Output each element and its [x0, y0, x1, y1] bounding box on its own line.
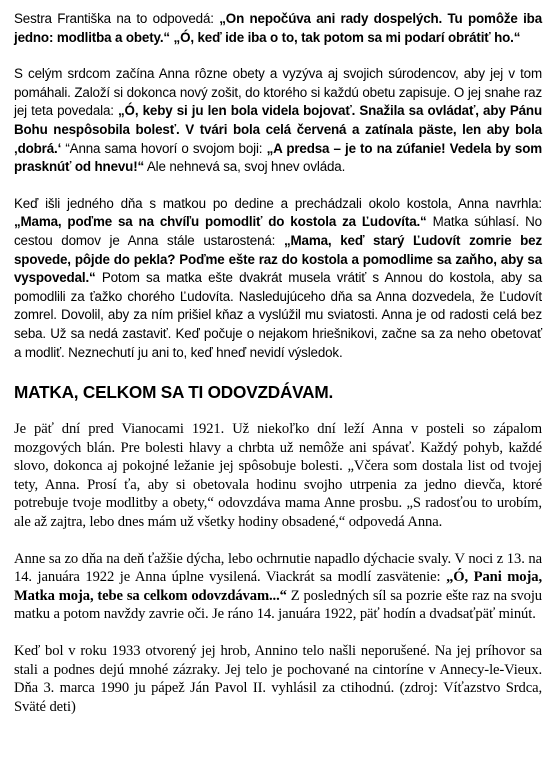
paragraph-christmas-illness: Je päť dní pred Vianocami 1921. Už niekoľko dní leží Anna v posteli so zápalom mozgových blán. Pre bolesti hlavy a chrbta už nemôže ani spávať. Každý pohyb, každé slovo, dokonca aj pokojné ležanie jej spôsobuje bolesti. „Včera som dostala list od tvojej tety, Anna. Prosí ťa, aby si obetovala hodinu svojho utrpenia za jedno dievča, ktoré potrebuje tvoje modlitby a obety,“ odovzdáva mama Anne prosbu. „S radosťou to urobím, ale až zajtra, lebo dnes mám už všetky hodiny obsadené,“ odpovedá Anna.	[14, 421, 542, 531]
paragraph-frantiska-reply	[14, 10, 542, 47]
paragraph-text: Ale nehnevá sa, svoj hnev ovláda.	[144, 159, 346, 175]
section-spacer	[14, 362, 542, 381]
paragraph-text: Anne sa zo dňa na deň ťažšie dýcha, lebo ochrnutie napadlo dýchacie svaly. V noci z 13. na 14. januára 1922 je Anna úplne vysilená. Viackrát sa modlí zasvätenie:	[14, 550, 542, 586]
paragraph-text: Matka súhlasí. No cestou domov je Anna stále ustarostená:	[14, 214, 542, 248]
paragraph-church-visit	[14, 195, 542, 362]
paragraph-text: S celým srdcom začína Anna rôzne obety a vyzýva aj svojich súrodencov, aby jej v tom pomáhali. Založí si dokonca nový zošit, do ktorého si každú obetu zapisuje. O jej snahe raz jej teta povedala:	[14, 66, 542, 119]
quote-bold: „Ó, Pani moja, Matka moja, tebe sa celkom odovzdávam...“	[14, 569, 543, 604]
paragraph-text: Keď išli jedného dňa s matkou po dedine a prechádzali okolo kostola, Anna navrhla:	[14, 195, 542, 211]
paragraph-text: “Anna sama hovorí o svojom boji:	[61, 140, 267, 156]
quote-bold: „Mama, poďme sa na chvíľu pomodliť do kostola za Ľudovíta.“	[14, 214, 427, 230]
paragraph-grave-opened: Keď bol v roku 1933 otvorený jej hrob, Annino telo našli neporušené. Na jej príhovor sa stali a podnes dejú mnohé zázraky. Jej telo je pochované na cintoríne v Annecy-le-Vieux. Dňa 3. marca 1990 ju pápež Ján Pavol II. vyhlásil za ctihodnú. (zdroj: Víťazstvo Srdca, Sväté deti)	[14, 643, 542, 715]
paragraph-spacer	[14, 532, 542, 550]
paragraph-death	[14, 550, 542, 624]
paragraph-text: Sestra Františka na to odpovedá:	[14, 11, 220, 26]
paragraph-anna-sacrifices	[14, 65, 542, 177]
document-page	[14, 10, 542, 716]
paragraph-spacer	[14, 624, 542, 642]
paragraph-text: Z posledných síl sa pozrie ešte raz na svoju matku a potom navždy zavrie oči. Je ráno 14. januára 1922, päť hodín a dvadsaťpäť minút.	[14, 587, 543, 623]
quote-bold: „A predsa – je to na zúfanie! Vedela by som prasknúť od hnevu!“	[14, 140, 542, 175]
quote-bold: „On nepočúva ani rady dospelých. Tu pomôže iba jedno: modlitba a obety.“ „Ó, keď ide iba o to, tak potom sa mi podarí obrátiť ho.“	[14, 11, 543, 45]
quote-bold: „Mama, keď starý Ľudovít zomrie bez spovede, pôjde do pekla? Poďme ešte raz do kostola a pomodlime sa zaňho, aby sa vyspovedal.“	[14, 232, 542, 286]
paragraph-spacer	[14, 177, 542, 195]
quote-bold: „Ó, keby si ju len bola videla bojovať. Snažila sa ovládať, aby Pánu Bohu nespôsobila bolesť. V tvári bola celá červená a zatínala päste, len aby bola ‚dobrá.‘	[14, 103, 542, 156]
section-heading: MATKA, CELKOM SA TI ODOVZDÁVAM.	[14, 382, 334, 403]
paragraph-text: Potom sa matka ešte dvakrát musela vrátiť s Annou do kostola, aby sa pomodlili za ťažko chorého Ľudovíta. Nasledujúceho dňa sa Anna dozvedela, že Ľudovít zomrel. Dovolil, aby za ním prišiel kňaz a vyslúžil mu sviatosti. Anna je od radosti celá bez seba. Už sa nedá zastaviť. Keď počuje o nejakom hriešnikovi, začne sa za neho obetovať a modliť. Neznechutí ju ani to, keď hneď nevidí výsledok.	[14, 270, 542, 360]
paragraph-spacer	[14, 47, 542, 65]
section-spacer	[14, 403, 542, 420]
